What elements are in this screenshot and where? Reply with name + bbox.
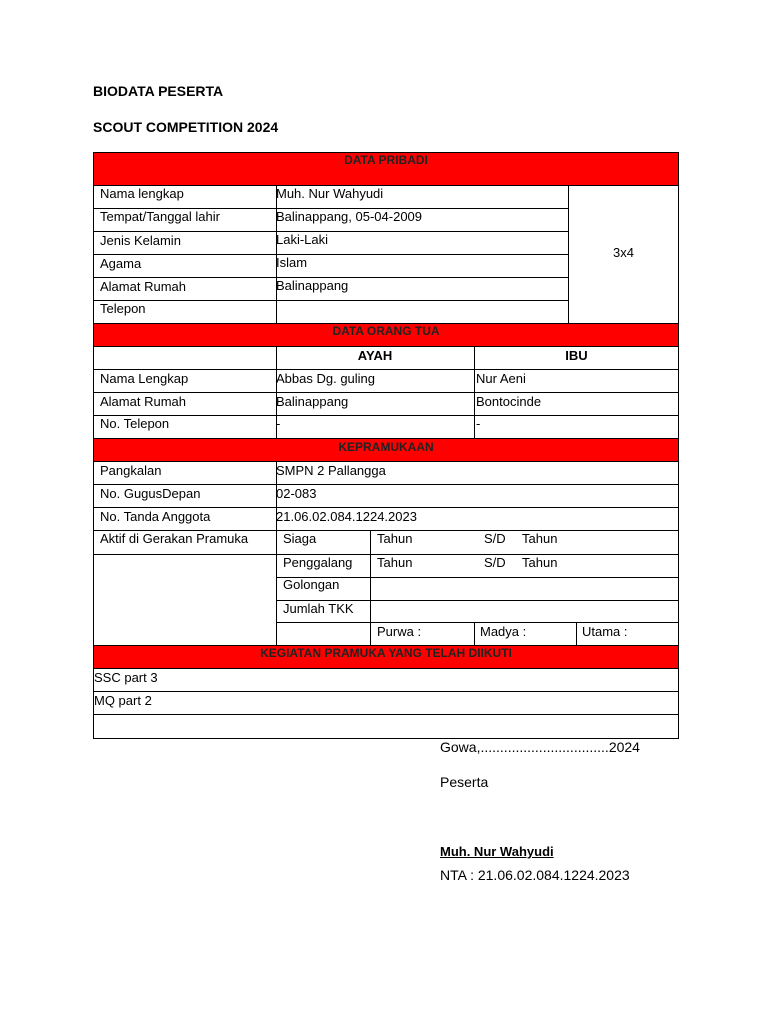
parent-label-alamat-rumah: Alamat Rumah (100, 394, 186, 409)
siaga-sd-label: S/D (484, 531, 506, 546)
parent-value-ayah-telepon: - (276, 416, 281, 431)
tkk-madya-label: Madya : (480, 624, 527, 639)
table-line (93, 507, 679, 508)
document-subtitle: SCOUT COMPETITION 2024 (93, 119, 279, 135)
column-header-ayah: AYAH (357, 348, 393, 363)
table-line (474, 622, 475, 645)
field-value-jenis-kelamin: Laki-Laki (276, 232, 329, 247)
table-line (93, 714, 679, 715)
parent-label-no-telepon: No. Telepon (100, 416, 170, 431)
level-penggalang: Penggalang (283, 555, 353, 570)
section-title-kegiatan: KEGIATAN PRAMUKA YANG TELAH DIIKUTI (260, 646, 512, 660)
scout-value-pangkalan: SMPN 2 Pallangga (276, 463, 386, 478)
photo-placeholder: 3x4 (613, 245, 634, 260)
table-line (93, 645, 679, 646)
scout-label-aktif: Aktif di Gerakan Pramuka (100, 531, 249, 546)
table-line (93, 346, 679, 347)
column-header-ibu: IBU (565, 348, 588, 363)
level-siaga: Siaga (283, 531, 317, 546)
section-title-data-pribadi: DATA PRIBADI (344, 153, 428, 167)
document-title: BIODATA PESERTA (93, 83, 224, 99)
scout-label-tanda-anggota: No. Tanda Anggota (100, 509, 211, 524)
table-line (93, 254, 569, 255)
parent-value-ayah-alamat: Balinappang (276, 394, 349, 409)
table-line (93, 369, 679, 370)
section-title-data-orang-tua: DATA ORANG TUA (332, 324, 440, 338)
field-value-agama: Islam (276, 255, 308, 270)
signature-role: Peserta (440, 774, 489, 790)
siaga-tahun-end-label: Tahun (522, 531, 558, 546)
field-value-tempat-tanggal-lahir: Balinappang, 05-04-2009 (276, 209, 423, 224)
field-label-tempat-tanggal-lahir: Tempat/Tanggal lahir (100, 209, 220, 224)
field-label-nama-lengkap: Nama lengkap (100, 186, 184, 201)
table-line (93, 691, 679, 692)
field-label-alamat-rumah: Alamat Rumah (100, 279, 186, 294)
siaga-tahun-label: Tahun (377, 531, 413, 546)
activity-item: SSC part 3 (94, 670, 158, 685)
scout-value-gugus-depan: 02-083 (276, 486, 317, 501)
scout-label-pangkalan: Pangkalan (100, 463, 162, 478)
table-line (576, 622, 577, 645)
signature-name: Muh. Nur Wahyudi (440, 844, 554, 859)
label-golongan: Golongan (283, 577, 340, 592)
table-line (276, 622, 679, 623)
table-border (93, 152, 94, 739)
table-line (370, 530, 371, 645)
scout-label-gugus-depan: No. GugusDepan (100, 486, 201, 501)
penggalang-tahun-end-label: Tahun (522, 555, 558, 570)
table-line (93, 415, 679, 416)
section-title-kepramukaan: KEPRAMUKAAN (338, 440, 434, 454)
parent-value-ibu-telepon: - (476, 416, 481, 431)
penggalang-tahun-label: Tahun (377, 555, 413, 570)
table-line (93, 231, 569, 232)
table-line (93, 461, 679, 462)
table-line (93, 152, 679, 153)
table-line (93, 668, 679, 669)
field-value-alamat-rumah: Balinappang (276, 278, 349, 293)
parent-label-nama-lengkap: Nama Lengkap (100, 371, 189, 386)
tkk-purwa-label: Purwa : (377, 624, 422, 639)
activity-item: MQ part 2 (94, 693, 152, 708)
field-label-agama: Agama (100, 256, 142, 271)
signature-nta: NTA : 21.06.02.084.1224.2023 (440, 867, 630, 883)
field-label-telepon: Telepon (100, 301, 146, 316)
table-line (93, 300, 569, 301)
parent-value-ibu-alamat: Bontocinde (476, 394, 542, 409)
parent-value-ayah-nama: Abbas Dg. guling (276, 371, 376, 386)
signature-place-date: Gowa,.................................2024 (440, 739, 640, 755)
penggalang-sd-label: S/D (484, 555, 506, 570)
label-jumlah-tkk: Jumlah TKK (283, 601, 354, 616)
table-border (678, 152, 679, 739)
scout-value-tanda-anggota: 21.06.02.084.1224.2023 (276, 509, 417, 524)
tkk-utama-label: Utama : (582, 624, 628, 639)
table-line (276, 185, 277, 323)
field-value-nama-lengkap: Muh. Nur Wahyudi (276, 186, 384, 201)
table-line (93, 484, 679, 485)
table-line (93, 392, 679, 393)
table-line (93, 438, 679, 439)
table-line (93, 323, 679, 324)
parent-value-ibu-nama: Nur Aeni (476, 371, 526, 386)
field-label-jenis-kelamin: Jenis Kelamin (100, 233, 181, 248)
